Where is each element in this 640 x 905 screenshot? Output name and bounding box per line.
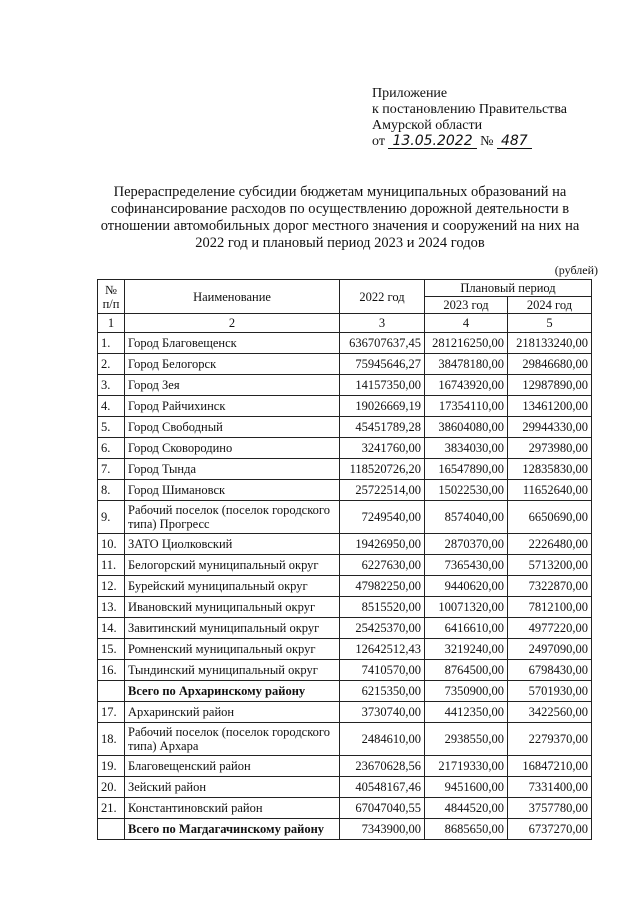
row-value-2022: 6227630,00 [340,555,425,576]
row-number: 6. [98,438,125,459]
header-name: Наименование [125,280,340,314]
table-row [98,501,592,534]
row-name: Ивановский муниципальный округ [125,597,340,618]
row-value-2022: 45451789,28 [340,417,425,438]
row-value-2024: 3757780,00 [508,798,592,819]
row-value-2022: 19426950,00 [340,534,425,555]
table-row [98,618,592,639]
row-number: 15. [98,639,125,660]
row-value-2024: 7322870,00 [508,576,592,597]
row-value-2022: 23670628,56 [340,756,425,777]
row-number: 2. [98,354,125,375]
appendix-title: Приложение [372,86,448,101]
row-value-2023: 281216250,00 [425,333,508,354]
row-value-2024: 12835830,00 [508,459,592,480]
row-value-2022: 12642512,43 [340,639,425,660]
table-row [98,576,592,597]
row-value-2022: 14157350,00 [340,375,425,396]
row-number: 5. [98,417,125,438]
header-2024: 2024 год [508,297,592,314]
row-name: ЗАТО Циолковский [125,534,340,555]
row-value-2023: 17354110,00 [425,396,508,417]
row-name: Город Сковородино [125,438,340,459]
row-value-2024: 7331400,00 [508,777,592,798]
row-value-2024: 5713200,00 [508,555,592,576]
row-name: Рабочий поселок (поселок городского типа) Прогресс [125,501,340,534]
row-name: Завитинский муниципальный округ [125,618,340,639]
row-value-2022: 25722514,00 [340,480,425,501]
table-row [98,702,592,723]
row-name: Зейский район [125,777,340,798]
row-value-2023: 3834030,00 [425,438,508,459]
row-value-2024: 218133240,00 [508,333,592,354]
table-row [98,333,592,354]
index-cell: 3 [340,314,425,333]
row-number: 10. [98,534,125,555]
appendix-from-label: от [372,134,385,149]
row-number: 20. [98,777,125,798]
row-value-2024: 2226480,00 [508,534,592,555]
row-value-2022: 7249540,00 [340,501,425,534]
table-row [98,417,592,438]
row-name: Город Шимановск [125,480,340,501]
row-number: 13. [98,597,125,618]
row-value-2024: 5701930,00 [508,681,592,702]
index-cell: 2 [125,314,340,333]
table-row [98,798,592,819]
row-name: Рабочий поселок (поселок городского типа) Архара [125,723,340,756]
row-value-2024: 7812100,00 [508,597,592,618]
row-number: 1. [98,333,125,354]
row-value-2023: 7350900,00 [425,681,508,702]
header-2022: 2022 год [340,280,425,314]
row-value-2023: 7365430,00 [425,555,508,576]
row-value-2023: 8764500,00 [425,660,508,681]
row-name: Город Благовещенск [125,333,340,354]
row-value-2024: 11652640,00 [508,480,592,501]
row-value-2022: 7343900,00 [340,819,425,840]
row-value-2022: 75945646,27 [340,354,425,375]
row-name: Город Белогорск [125,354,340,375]
index-cell: 5 [508,314,592,333]
table-row [98,777,592,798]
header-num: № п/п [98,280,125,314]
row-name: Тындинский муниципальный округ [125,660,340,681]
index-cell: 1 [98,314,125,333]
row-value-2024: 2279370,00 [508,723,592,756]
table-row [98,534,592,555]
row-value-2023: 4412350,00 [425,702,508,723]
row-name: Город Зея [125,375,340,396]
row-value-2022: 19026669,19 [340,396,425,417]
subsidy-table [97,279,592,840]
row-value-2022: 118520726,20 [340,459,425,480]
table-row [98,438,592,459]
row-name: Всего по Архаринскому району [125,681,340,702]
appendix-date: 13.05.2022 [388,134,476,149]
table-row [98,480,592,501]
row-value-2024: 4977220,00 [508,618,592,639]
row-value-2023: 6416610,00 [425,618,508,639]
row-value-2024: 6737270,00 [508,819,592,840]
row-value-2024: 6798430,00 [508,660,592,681]
row-number: 16. [98,660,125,681]
row-value-2024: 16847210,00 [508,756,592,777]
row-value-2023: 38604080,00 [425,417,508,438]
row-value-2024: 29944330,00 [508,417,592,438]
row-value-2022: 47982250,00 [340,576,425,597]
row-number: 7. [98,459,125,480]
row-number: 8. [98,480,125,501]
row-value-2023: 21719330,00 [425,756,508,777]
row-value-2023: 15022530,00 [425,480,508,501]
row-name: Благовещенский район [125,756,340,777]
table-row [98,396,592,417]
document-title: Перераспределение субсидии бюджетам муниципальных образований на софинансирование расходов по осуществлению дорожной деятельности в отношении автомобильных дорог местного значения и сооружений на них на 2022 год и плановый период 2023 и 2024 годов [100,184,580,251]
row-name: Ромненский муниципальный округ [125,639,340,660]
row-value-2023: 8685650,00 [425,819,508,840]
row-value-2024: 2973980,00 [508,438,592,459]
row-number: 18. [98,723,125,756]
row-value-2022: 636707637,45 [340,333,425,354]
row-value-2022: 7410570,00 [340,660,425,681]
row-number: 9. [98,501,125,534]
row-name: Белогорский муниципальный округ [125,555,340,576]
row-value-2022: 40548167,46 [340,777,425,798]
row-value-2023: 10071320,00 [425,597,508,618]
header-2023: 2023 год [425,297,508,314]
row-value-2022: 8515520,00 [340,597,425,618]
row-value-2023: 8574040,00 [425,501,508,534]
appendix-resolution: к постановлению Правительства [372,102,568,117]
table-row [98,354,592,375]
row-value-2024: 29846680,00 [508,354,592,375]
table-row [98,459,592,480]
row-name: Константиновский район [125,798,340,819]
appendix-block [372,86,567,150]
row-name: Архаринский район [125,702,340,723]
row-value-2023: 9440620,00 [425,576,508,597]
row-number: 4. [98,396,125,417]
table-row [98,555,592,576]
row-value-2023: 4844520,00 [425,798,508,819]
row-value-2022: 25425370,00 [340,618,425,639]
row-name: Город Свободный [125,417,340,438]
row-value-2023: 3219240,00 [425,639,508,660]
row-name: Всего по Магдагачинскому району [125,819,340,840]
row-number [98,681,125,702]
row-number: 12. [98,576,125,597]
row-name: Бурейский муниципальный округ [125,576,340,597]
table-row [98,660,592,681]
table-body [98,333,592,840]
row-value-2023: 38478180,00 [425,354,508,375]
row-value-2023: 2938550,00 [425,723,508,756]
row-value-2022: 3241760,00 [340,438,425,459]
unit-label: (рублей) [554,263,598,277]
row-number: 14. [98,618,125,639]
row-name: Город Райчихинск [125,396,340,417]
row-value-2024: 6650690,00 [508,501,592,534]
table-subtotal-row [98,681,592,702]
appendix-date-line [372,134,567,150]
appendix-number-label: № [480,134,494,149]
row-value-2023: 16547890,00 [425,459,508,480]
row-value-2024: 13461200,00 [508,396,592,417]
table-row [98,723,592,756]
table-row [98,756,592,777]
row-value-2024: 12987890,00 [508,375,592,396]
row-value-2024: 2497090,00 [508,639,592,660]
header-plan-period: Плановый период [425,280,592,297]
table-row [98,639,592,660]
row-value-2022: 2484610,00 [340,723,425,756]
row-value-2023: 16743920,00 [425,375,508,396]
row-number: 11. [98,555,125,576]
row-value-2024: 3422560,00 [508,702,592,723]
appendix-number: 487 [497,134,532,149]
row-number: 3. [98,375,125,396]
index-cell: 4 [425,314,508,333]
appendix-region: Амурской области [372,118,483,133]
row-value-2023: 9451600,00 [425,777,508,798]
row-number: 17. [98,702,125,723]
row-value-2022: 67047040,55 [340,798,425,819]
table-row [98,597,592,618]
row-name: Город Тында [125,459,340,480]
table-subtotal-row [98,819,592,840]
row-value-2023: 2870370,00 [425,534,508,555]
row-number: 19. [98,756,125,777]
row-number: 21. [98,798,125,819]
table-row [98,375,592,396]
row-value-2022: 3730740,00 [340,702,425,723]
row-value-2022: 6215350,00 [340,681,425,702]
row-number [98,819,125,840]
